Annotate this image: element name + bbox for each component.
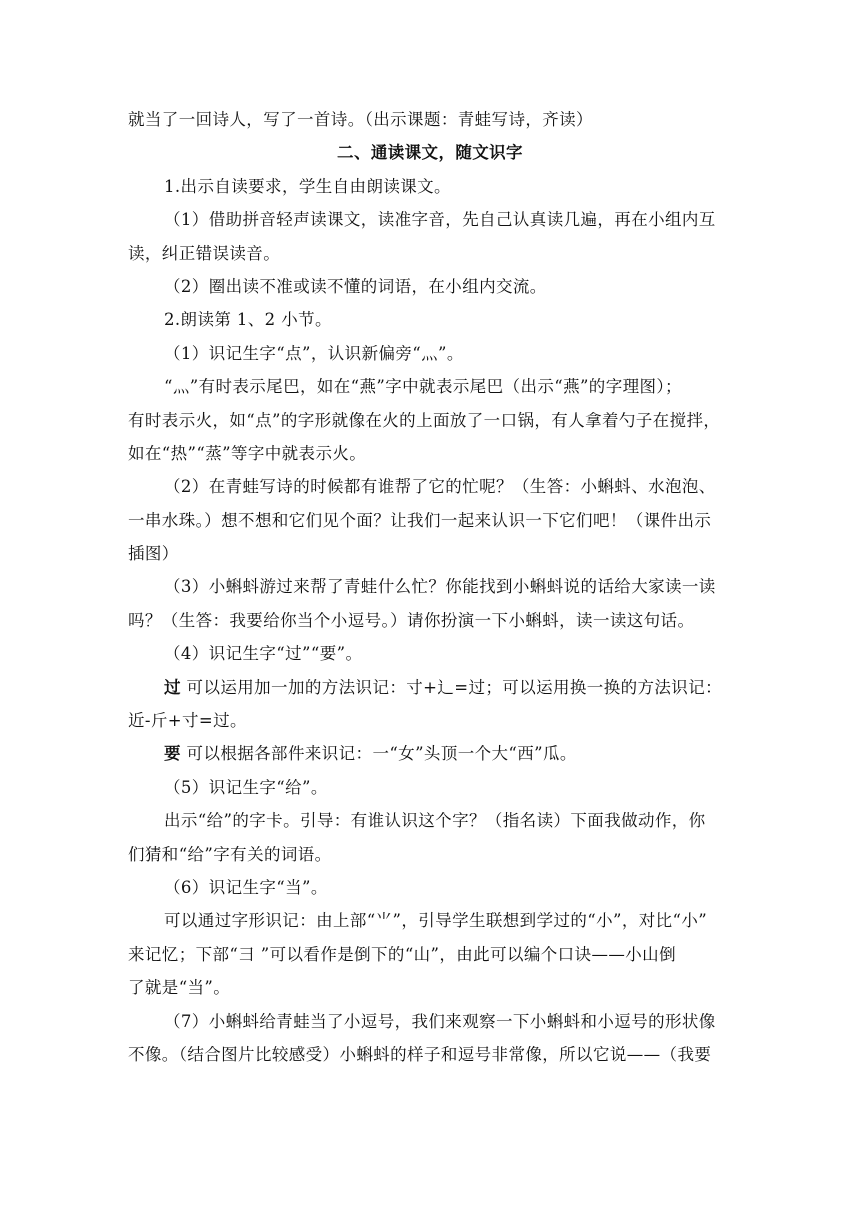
paragraph-line: （1）借助拼音轻声读课文，读准字音，先自己认真读几遍，再在小组内互 bbox=[164, 210, 716, 230]
paragraph-line: 如在“热”“蒸”等字中就表示火。 bbox=[128, 443, 367, 463]
paragraph-line: （4）识记生字“过”“要”。 bbox=[164, 644, 363, 664]
paragraph-line: 近-斤+寸=过。 bbox=[128, 711, 247, 731]
paragraph-line: （5）识记生字“给”。 bbox=[164, 777, 328, 797]
paragraph-line: 要 可以根据各部件来识记：一“女”头顶一个大“西”瓜。 bbox=[164, 744, 577, 764]
section-heading: 二、通读课文，随文识字 bbox=[337, 143, 523, 163]
paragraph-line: （6）识记生字“当”。 bbox=[164, 877, 328, 897]
paragraph-line: 可以通过字形识记：由上部“⺌”，引导学生联想到学过的“小”，对比“小” bbox=[164, 911, 708, 931]
paragraph-line: “灬”有时表示尾巴，如在“燕”字中就表示尾巴（出示“燕”的字理图）； bbox=[164, 377, 682, 397]
paragraph-line: （1）识记生字“点”，认识新偏旁“灬”。 bbox=[164, 343, 464, 363]
paragraph-line: 来记忆；下部“彐 ”可以看作是倒下的“山”，由此可以编个口诀——小山倒 bbox=[128, 944, 676, 964]
paragraph-line: 就当了一回诗人，写了一首诗。（出示课题：青蛙写诗，齐读） bbox=[128, 110, 593, 129]
paragraph-line: 了就是“当”。 bbox=[128, 978, 231, 998]
document-page bbox=[128, 103, 732, 1071]
paragraph-line: 们猜和“给”字有关的词语。 bbox=[128, 844, 332, 864]
paragraph-line: （3）小蝌蚪游过来帮了青蛙什么忙？你能找到小蝌蚪说的话给大家读一读 bbox=[164, 577, 716, 597]
paragraph-line: 出示“给”的字卡。引导：有谁认识这个字？（指名读）下面我做动作，你 bbox=[164, 811, 706, 831]
paragraph-line: 插图） bbox=[128, 544, 179, 564]
paragraph-line: 2.朗读第 1、2 小节。 bbox=[164, 310, 332, 330]
paragraph-line: （2）在青蛙写诗的时候都有谁帮了它的忙呢？（生答：小蝌蚪、水泡泡、 bbox=[164, 477, 716, 497]
paragraph-line: 有时表示火，如“点”的字形就像在火的上面放了一口锅，有人拿着勺子在搅拌， bbox=[128, 410, 721, 430]
paragraph-line: 读，纠正错误读音。 bbox=[128, 243, 281, 263]
paragraph-line: 吗？（生答：我要给你当个小逗号。）请你扮演一下小蝌蚪，读一读这句话。 bbox=[128, 610, 695, 630]
paragraph-line: 一串水珠。）想不想和它们见个面？让我们一起来认识一下它们吧！（课件出示 bbox=[128, 510, 712, 530]
bold-character: 过 bbox=[164, 677, 181, 697]
bold-character: 要 bbox=[164, 744, 181, 764]
paragraph-line: 不像。（结合图片比较感受）小蝌蚪的样子和逗号非常像，所以它说——（我要 bbox=[128, 1044, 712, 1064]
paragraph-line: 1.出示自读要求，学生自由朗读课文。 bbox=[164, 176, 451, 196]
paragraph-line: （7）小蝌蚪给青蛙当了小逗号，我们来观察一下小蝌蚪和小逗号的形状像 bbox=[164, 1011, 716, 1031]
paragraph-line: 过 可以运用加一加的方法识记：寸+辶=过；可以运用换一换的方法识记： bbox=[164, 677, 723, 697]
paragraph-line: （2）圈出读不准或读不懂的词语，在小组内交流。 bbox=[164, 276, 547, 296]
